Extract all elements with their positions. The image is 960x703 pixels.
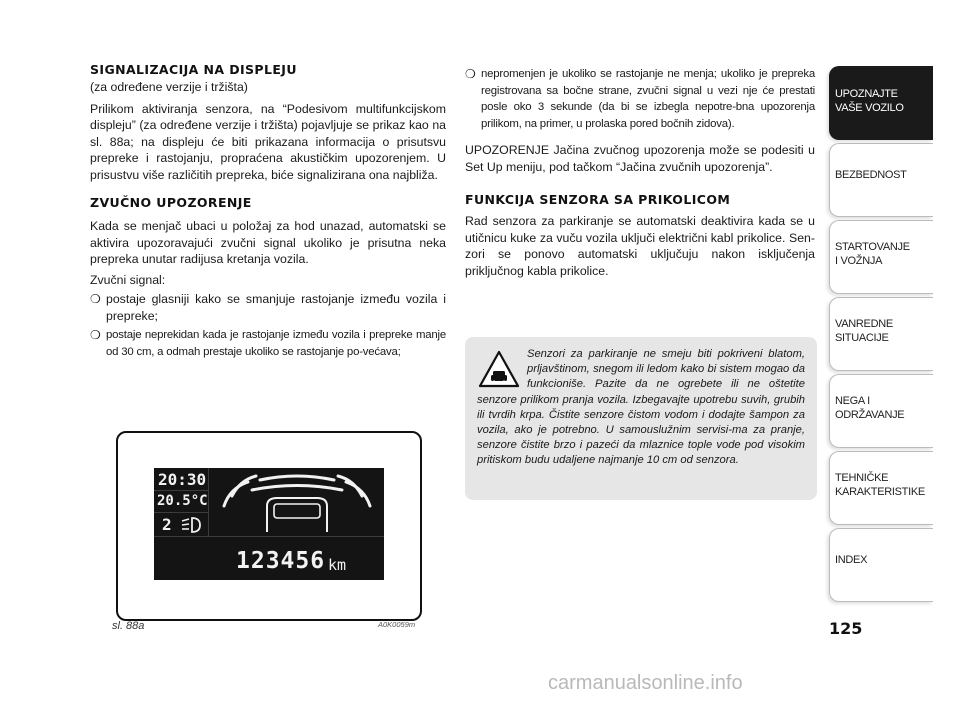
parking-sensor-graphic	[212, 470, 382, 534]
warning-text: Senzori za parkiranje ne smeju biti pokriveni blatom, prljavštinom, snegom ili ledom kako bi sistem mogao da funkcioniše. Pazite da ne ogrebete ili ne oštetite senzore prilikom pranja vozila. Izbegavajte upotrebu suvih, grubih ili tvrdih krpa. Čistite senzore čistom vodom i dodajte šampon za vozila, ako je potrebno. U samouslužnim servisi-ma za pranje, senzore čistite brzo i pazeći da mlaznice tople vode pod visokim pritiskom budu udaljene najmanje 10 cm od senzora.	[477, 348, 805, 467]
list-item: ❍ postaje glasniji kako se smanjuje rastojanje između vozila i prepreke;	[90, 292, 446, 323]
bullet-icon: ❍	[90, 292, 101, 306]
page-number: 125	[829, 619, 863, 638]
right-column	[465, 66, 815, 279]
left-column	[90, 62, 446, 360]
list-item: ❍ postaje neprekidan kada je rastojanje između vozila i prepreke manje od 30 cm, a odmah prestaje ukoliko se rastojanje po-većava;	[90, 327, 446, 360]
gear-readout: 2	[162, 515, 172, 534]
paragraph: Prilikom aktiviranja senzora, na “Podesivom multifunkcijskom displeju” (za određene verzije i tržišta) pojavljuje se prikaz kao na sl. 88a; na displeju će biti prikazana informacija o prisutsvu prepreke i rastojanju, propraćena akustičkim upozorenjem. U prisustvu više različitih prepreka, biće signalizirana ona najbliža.	[90, 101, 446, 182]
tab-tehnicke[interactable]: TEHNIČKE KARAKTERISTIKE	[829, 451, 933, 525]
paragraph: Rad senzora za parkiranje se automatski deaktivira kada se u utičnicu kuke za vuču vozila uključi električni kabl prikolice. Sen-zori se ponovo automatski uključuju nakon isključenja priključnog kabla prikolice.	[465, 214, 815, 278]
odometer-unit: km	[328, 556, 347, 574]
list-item: ❍ nepromenjen je ukoliko se rastojanje ne menja; ukoliko je prepreka registrovana sa bočne strane, zvučni signal u vezi nje će prestati posle oko 3 sekunde (da bi se izbegla nepotre-bna upozorenja prilikom, na primer, u prolaska pored bočnih zidova).	[465, 66, 815, 132]
paragraph: Kada se menjač ubaci u položaj za hod unazad, automatski se aktivira upozoravajući zvučni signal ukoliko je prisutna neka prepreka unutar radijusa kretanja vozila.	[90, 219, 446, 266]
tab-index[interactable]: INDEX	[829, 528, 933, 602]
tab-bezbednost[interactable]: BEZBEDNOST	[829, 143, 933, 217]
temperature-readout: 20.5°C	[157, 493, 208, 509]
warning-box	[465, 337, 817, 500]
warning-icon	[477, 349, 521, 389]
paragraph: Zvučni signal:	[90, 272, 166, 287]
figure-caption: sl. 88a	[112, 620, 145, 632]
watermark: carmanualsonline.info	[548, 672, 743, 694]
paragraph: UPOZORENJE Jačina zvučnog upozorenja može se podesiti u Set Up meniju, pod tačkom “Jačina zvučnih upozorenja”.	[465, 143, 815, 174]
tab-startovanje[interactable]: STARTOVANJE I VOŽNJA	[829, 220, 933, 294]
tab-vanredne[interactable]: VANREDNE SITUACIJE	[829, 297, 933, 371]
section-heading-sound: ZVUČNO UPOZORENJE	[90, 195, 252, 210]
odometer-readout: 123456	[236, 548, 326, 574]
section-heading-display: SIGNALIZACIJA NA DISPLEJU	[90, 62, 297, 77]
display-screen	[154, 468, 384, 580]
section-subheading: (za određene verzije i tržišta)	[90, 80, 248, 94]
bullet-icon: ❍	[465, 67, 476, 81]
tab-nega[interactable]: NEGA I ODRŽAVANJE	[829, 374, 933, 448]
headlight-icon	[180, 516, 202, 534]
figure-code: A0K0059m	[378, 620, 416, 629]
tab-upoznajte[interactable]: UPOZNAJTE VAŠE VOZILO	[829, 66, 933, 140]
clock-readout: 20:30	[158, 470, 207, 489]
figure-display	[116, 431, 422, 621]
section-heading-trailer: FUNKCIJA SENZORA SA PRIKOLICOM	[465, 192, 731, 207]
chapter-tabs	[829, 66, 933, 605]
bullet-icon: ❍	[90, 328, 101, 342]
